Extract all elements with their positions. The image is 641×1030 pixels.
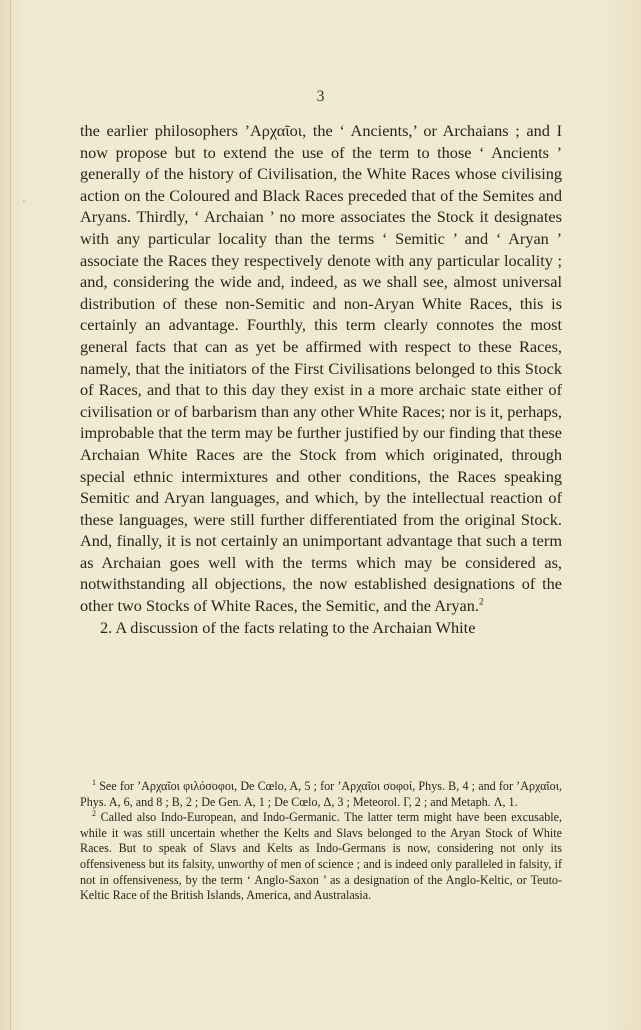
- footnote-2: [80, 810, 562, 904]
- footnotes: [80, 779, 562, 904]
- margin-mark: ’: [22, 198, 26, 210]
- paragraph-2: 2. A discussion of the facts relating to the Archaian White: [100, 617, 476, 637]
- page-number: 3: [316, 88, 325, 105]
- paragraph-1: [80, 120, 562, 617]
- footnote-1: [80, 779, 562, 810]
- footnote-2-text: Called also Indo-European, and Indo-Germanic. The latter term might have been excusable, while it was still uncertain whether the Kelts and Slavs belonged to the Aryan Stock of White Races. But to speak of Slavs and Kelts as Indo-Germans is now, considering not only its offensiveness but its falsity, unworthy of men of science ; and is indeed only paralleled in falsity, if not in offensiveness, by the term ‘ Anglo-Saxon ’ as a designation of the Anglo-Keltic, or Teuto-Keltic Race of the British Islands, America, and Australasia.: [80, 810, 562, 903]
- main-text: [80, 120, 562, 638]
- footnote-ref-2: 2: [478, 596, 484, 607]
- footnote-1-number: 1: [92, 777, 96, 787]
- paragraph-1-text: the earlier philosophers ’Αρχαῖοι, the ‘ Ancients,’ or Archaians ; and I now propose but to extend the use of the term to those ‘ Ancients ’ generally of the history of Civilisation, the White Races whose civilising action on the Coloured and Black Races preceded that of the Semites and Aryans. Thirdly, ‘ Archaian ’ no more associates the Stock it designates with any particular locality than the terms ‘ Semitic ’ and ‘ Aryan ’ associate the Races they respectively denote with any particular locality ; and, considering the wide and, indeed, as we shall see, almost universal distribution of these non-Semitic and non-Aryan White Races, this is certainly an advantage. Fourthly, this term clearly connotes the most general facts that can as yet be affirmed with respect to these Races, namely, that the initiators of the First Civilisations belonged to this Stock of Races, and that to this day they exist in a more archaic state either of civilisation or of barbarism than any other White Races; nor is it, perhaps, improbable that the term may be further justified by our finding that these Archaian White Races are the Stock from which originated, through special ethnic intermixtures and other conditions, the Races speaking Semitic and Aryan languages, and which, by the intellectual reaction of these languages, were still further differentiated from the original Stock. And, finally, it is not certainly an unimportant advantage that such a term as Archaian goes well with the terms which may be considered as, notwithstanding all objections, the now established designations of the other two Stocks of White Races, the Semitic, and the Aryan.: [80, 121, 562, 616]
- footnote-2-number: 2: [92, 809, 96, 819]
- binding-edge: [10, 0, 11, 1030]
- footnote-1-text: See for ’Αρχαῖοι φιλόσοφοι, De Cœlo, A, 5 ; for ’Αρχαῖοι σοφοί, Phys. B, 4 ; and for ’Αρχαῖοι, Phys. A, 6, and 8 ; B, 2 ; De Gen. A, 1 ; De Cœlo, Δ, 3 ; Meteorol. Γ, 2 ; and Metaph. Λ, 1.: [80, 779, 562, 809]
